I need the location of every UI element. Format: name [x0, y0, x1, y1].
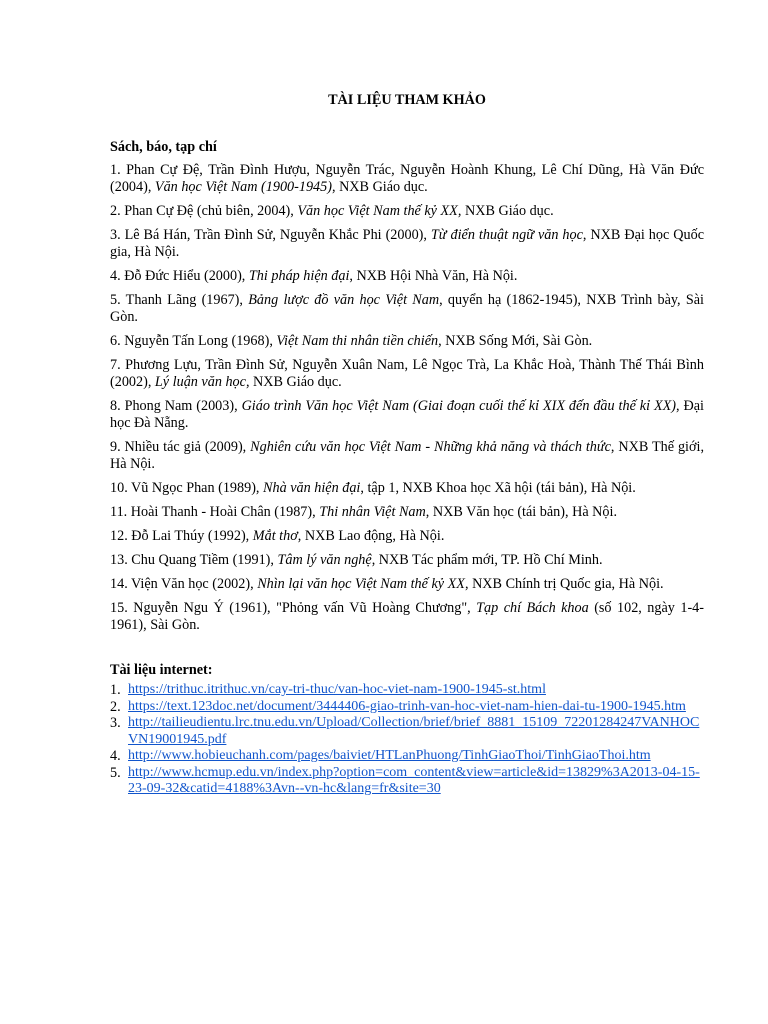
reference-title: Lý luận văn học	[154, 374, 246, 390]
document-content	[110, 92, 704, 798]
reference-publisher-text: , quyển hạ (1862-1945), NXB Trình bày, Sài Gòn.	[110, 292, 705, 325]
reference-title: Thi nhân Việt Nam	[319, 504, 426, 520]
link-item	[110, 765, 704, 798]
reference-publisher-text: , NXB Tác phẩm mới, TP. Hồ Chí Minh.	[371, 552, 603, 568]
reference-item	[110, 227, 704, 261]
internet-heading-text: Tài liệu internet	[110, 662, 208, 678]
link-item	[110, 748, 704, 765]
reference-publisher-text: , NXB Giáo dục.	[331, 179, 428, 195]
internet-heading	[110, 662, 704, 679]
link-number: 3.	[110, 715, 121, 731]
reference-item	[110, 439, 704, 473]
reference-title: Văn học Việt Nam thế kỷ XX,	[297, 203, 462, 219]
reference-title: Tâm lý văn nghệ	[277, 552, 372, 568]
reference-author-text: 3. Lê Bá Hán, Trần Đình Sử, Nguyễn Khắc Phi (2000),	[110, 227, 431, 243]
reference-title: Bảng lược đồ văn học Việt Nam	[248, 292, 440, 308]
reference-publisher-text: , NXB Giáo dục.	[245, 374, 342, 390]
link-number: 4.	[110, 748, 121, 764]
reference-author-text: 6. Nguyễn Tấn Long (1968),	[110, 333, 277, 349]
page-title: TÀI LIỆU THAM KHẢO	[328, 92, 486, 108]
reference-publisher-text: , NXB Sống Mới, Sài Gòn.	[438, 333, 593, 349]
link-number: 5.	[110, 764, 121, 781]
reference-publisher-text: , NXB Đại học Quốc gia, Hà Nội.	[110, 227, 704, 260]
reference-item	[110, 552, 704, 569]
reference-title: Văn học Việt Nam (1900-1945)	[154, 179, 332, 195]
reference-author-text: 9. Nhiều tác giả (2009),	[110, 439, 251, 455]
reference-publisher-text: , NXB Chính trị Quốc gia, Hà Nội.	[464, 576, 664, 592]
reference-publisher-text: , NXB Thế giới, Hà Nội.	[110, 439, 704, 472]
reference-author-text: 15. Nguyễn Ngu Ý (1961), "Phỏng vấn Vũ Hoàng Chương",	[110, 600, 477, 616]
reference-item	[110, 357, 704, 391]
reference-author-text: 11. Hoài Thanh - Hoài Chân (1987),	[110, 504, 320, 520]
reference-author-text: 8. Phong Nam (2003),	[110, 398, 242, 414]
reference-title: Mắt thơ	[252, 528, 298, 544]
link-item	[110, 682, 704, 699]
reference-publisher-text: , Đại học Đà Nẵng.	[110, 398, 704, 431]
reference-publisher-text: , NXB Văn học (tái bản), Hà Nội.	[425, 504, 618, 520]
reference-link[interactable]: http://www.hcmup.edu.vn/index.php?option=com_content&view=article&id=13829%3A2013-04-15-23-09-32&catid=4188%3Avn--vn-hc&lang=fr&site=30	[128, 764, 700, 796]
reference-author-text: 1. Phan Cự Đệ, Trần Đình Hượu, Nguyễn Trác, Nguyễn Hoành Khung, Lê Chí Dũng, Hà Văn Đức (2004),	[110, 162, 704, 195]
reference-title: Nghiên cứu văn học Việt Nam - Những khả năng và thách thức	[250, 439, 611, 455]
reference-author-text: 12. Đỗ Lai Thúy (1992),	[110, 528, 253, 544]
reference-item	[110, 576, 704, 593]
reference-title: Nhà văn hiện đại	[263, 480, 361, 496]
reference-item	[110, 333, 704, 350]
reference-title: Thi pháp hiện đại	[248, 268, 350, 284]
reference-link[interactable]: https://trithuc.itrithuc.vn/cay-tri-thuc/van-hoc-viet-nam-1900-1945-st.html	[128, 682, 546, 697]
reference-author-text: 7. Phương Lựu, Trần Đình Sử, Nguyễn Xuân Nam, Lê Ngọc Trà, La Khắc Hoà, Thành Thế Thái Bình (2002),	[110, 357, 704, 390]
reference-list	[110, 162, 704, 634]
link-item	[110, 699, 704, 716]
reference-author-text: 14. Viện Văn học (2002),	[110, 576, 258, 592]
link-item	[110, 715, 704, 748]
reference-author-text: 10. Vũ Ngọc Phan (1989),	[110, 480, 264, 496]
reference-author-text: 2. Phan Cự Đệ (chủ biên, 2004),	[110, 203, 298, 219]
reference-item	[110, 480, 704, 497]
reference-item	[110, 162, 704, 196]
reference-item	[110, 528, 704, 545]
reference-publisher-text: , tập 1, NXB Khoa học Xã hội (tái bản), Hà Nội.	[360, 480, 636, 496]
reference-item	[110, 600, 704, 634]
reference-link[interactable]: https://text.123doc.net/document/3444406-giao-trinh-van-hoc-viet-nam-hien-dai-tu-1900-1945.htm	[128, 698, 686, 714]
reference-title: Nhìn lại văn học Việt Nam thế kỷ XX	[257, 576, 465, 592]
reference-item	[110, 398, 704, 432]
reference-link[interactable]: http://www.hobieuchanh.com/pages/baiviet/HTLanPhuong/TinhGiaoThoi/TinhGiaoThoi.htm	[128, 748, 651, 763]
reference-item	[110, 203, 704, 220]
reference-title: Tạp chí Bách khoa	[476, 600, 589, 616]
reference-author-text: 13. Chu Quang Tiềm (1991),	[110, 552, 278, 568]
link-number: 2.	[110, 698, 121, 715]
internet-heading-colon: :	[207, 662, 213, 678]
reference-title: Từ điển thuật ngữ văn học	[430, 227, 583, 243]
link-list	[110, 682, 704, 798]
reference-publisher-text: , NXB Lao động, Hà Nội.	[297, 528, 445, 544]
reference-author-text: 5. Thanh Lãng (1967),	[110, 292, 249, 308]
reference-author-text: 4. Đỗ Đức Hiểu (2000),	[110, 268, 249, 284]
link-number: 1.	[110, 682, 121, 698]
books-heading: Sách, báo, tạp chí	[110, 139, 217, 155]
reference-item	[110, 268, 704, 285]
reference-title: Giáo trình Văn học Việt Nam (Giai đoạn cuối thế kỉ XIX đến đầu thế kỉ XX)	[241, 398, 677, 414]
reference-link[interactable]: http://tailieudientu.lrc.tnu.edu.vn/Upload/Collection/brief/brief_8881_15109_72201284247VANHOCVN19001945.pdf	[128, 715, 700, 747]
reference-item	[110, 292, 704, 326]
reference-title: Việt Nam thi nhân tiền chiến	[276, 333, 439, 349]
reference-publisher-text: , NXB Hội Nhà Văn, Hà Nội.	[349, 268, 518, 284]
reference-item	[110, 504, 704, 521]
reference-publisher-text: NXB Giáo dục.	[461, 203, 554, 219]
reference-publisher-text: (số 102, ngày 1-4-1961), Sài Gòn.	[110, 600, 704, 633]
